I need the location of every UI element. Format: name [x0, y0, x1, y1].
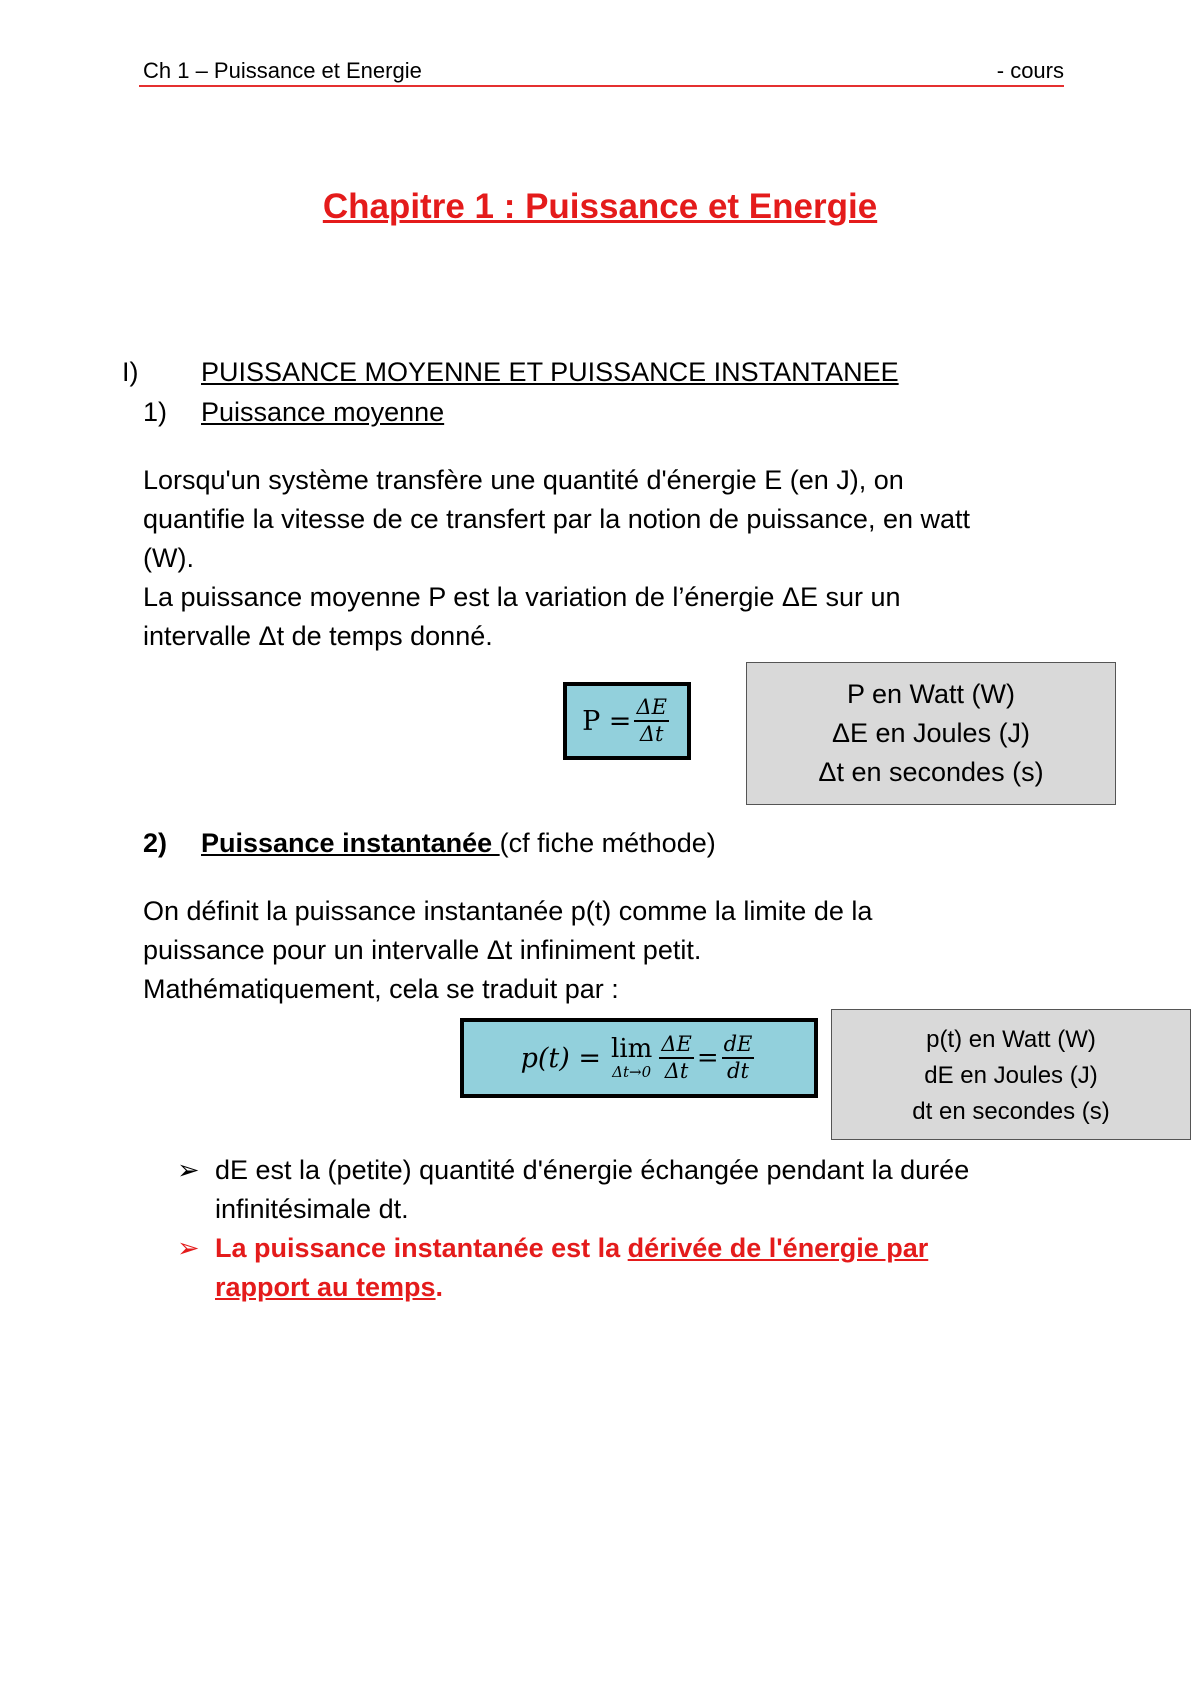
- formula-lhs: p(t) =: [520, 1042, 602, 1074]
- subsection-2-number: 2): [143, 828, 168, 858]
- paragraph-line: La puissance moyenne P est la variation de l’énergie ΔE sur un: [143, 582, 901, 612]
- fraction-numerator: ΔE: [636, 695, 667, 719]
- formula-fraction: [634, 695, 669, 747]
- limit-label: lim: [611, 1034, 653, 1064]
- fraction-numerator: ΔE: [661, 1032, 692, 1056]
- fraction-denominator: Δt: [639, 722, 664, 746]
- bullet-text: infinitésimale dt.: [215, 1194, 409, 1224]
- subsection-2-heading-line: [201, 824, 716, 863]
- units-box: [746, 662, 1116, 805]
- unit-line: dE en Joules (J): [924, 1062, 1098, 1089]
- header-chapter: Ch 1 – Puissance et Energie: [143, 58, 422, 83]
- bullet-arrow-icon: ➢: [177, 1155, 200, 1185]
- subsection-1-number: 1): [143, 397, 168, 427]
- key-point: [215, 1268, 443, 1307]
- formula-equals: =: [696, 1043, 719, 1073]
- key-point-text: .: [435, 1272, 444, 1302]
- bullet-arrow-icon: ➢: [177, 1233, 200, 1263]
- header-type: - cours: [996, 58, 1064, 83]
- limit-subscript: Δt→0: [612, 1063, 652, 1081]
- unit-line: p(t) en Watt (W): [926, 1026, 1096, 1053]
- unit-line: dt en secondes (s): [912, 1098, 1110, 1125]
- units-box: [831, 1009, 1191, 1140]
- limit-operator: [611, 1035, 652, 1081]
- key-point: [215, 1229, 928, 1268]
- subsection-2-note: (cf fiche méthode): [499, 828, 716, 858]
- section-heading: PUISSANCE MOYENNE ET PUISSANCE INSTANTANEE: [201, 357, 899, 387]
- fraction-denominator: dt: [727, 1059, 749, 1083]
- page-title: Chapitre 1 : Puissance et Energie: [322, 187, 878, 226]
- subsection-1-heading: Puissance moyenne: [201, 397, 445, 427]
- paragraph-line: Lorsqu'un système transfère une quantité d'énergie E (en J), on: [143, 465, 904, 495]
- bullet-text: dE est la (petite) quantité d'énergie échangée pendant la durée: [215, 1155, 970, 1185]
- unit-line: ΔE en Joules (J): [831, 718, 1031, 748]
- paragraph-line: puissance pour un intervalle Δt infiniment petit.: [143, 935, 702, 965]
- header-divider: [139, 85, 1064, 87]
- formula-fraction: [659, 1032, 694, 1084]
- key-point-text: La puissance instantanée est la: [215, 1233, 628, 1263]
- unit-line: P en Watt (W): [846, 679, 1016, 709]
- key-point-emphasis: dérivée de l'énergie par: [627, 1233, 929, 1263]
- key-point-emphasis: rapport au temps: [215, 1272, 436, 1302]
- fraction-denominator: Δt: [664, 1059, 689, 1083]
- instantaneous-power-formula: [460, 1018, 818, 1098]
- unit-line: Δt en secondes (s): [818, 757, 1044, 787]
- subsection-2-heading: Puissance instantanée: [201, 828, 500, 858]
- paragraph-line: (W).: [143, 543, 194, 573]
- section-number: I): [122, 357, 139, 387]
- paragraph-line: Mathématiquement, cela se traduit par :: [143, 974, 619, 1004]
- paragraph-line: On définit la puissance instantanée p(t) comme la limite de la: [143, 896, 873, 926]
- average-power-formula: [563, 682, 691, 760]
- formula-lhs: P =: [582, 705, 632, 737]
- paragraph-line: intervalle Δt de temps donné.: [143, 621, 493, 651]
- fraction-numerator: dE: [723, 1032, 753, 1056]
- paragraph-line: quantifie la vitesse de ce transfert par la notion de puissance, en watt: [143, 504, 970, 534]
- formula-fraction: [722, 1032, 755, 1084]
